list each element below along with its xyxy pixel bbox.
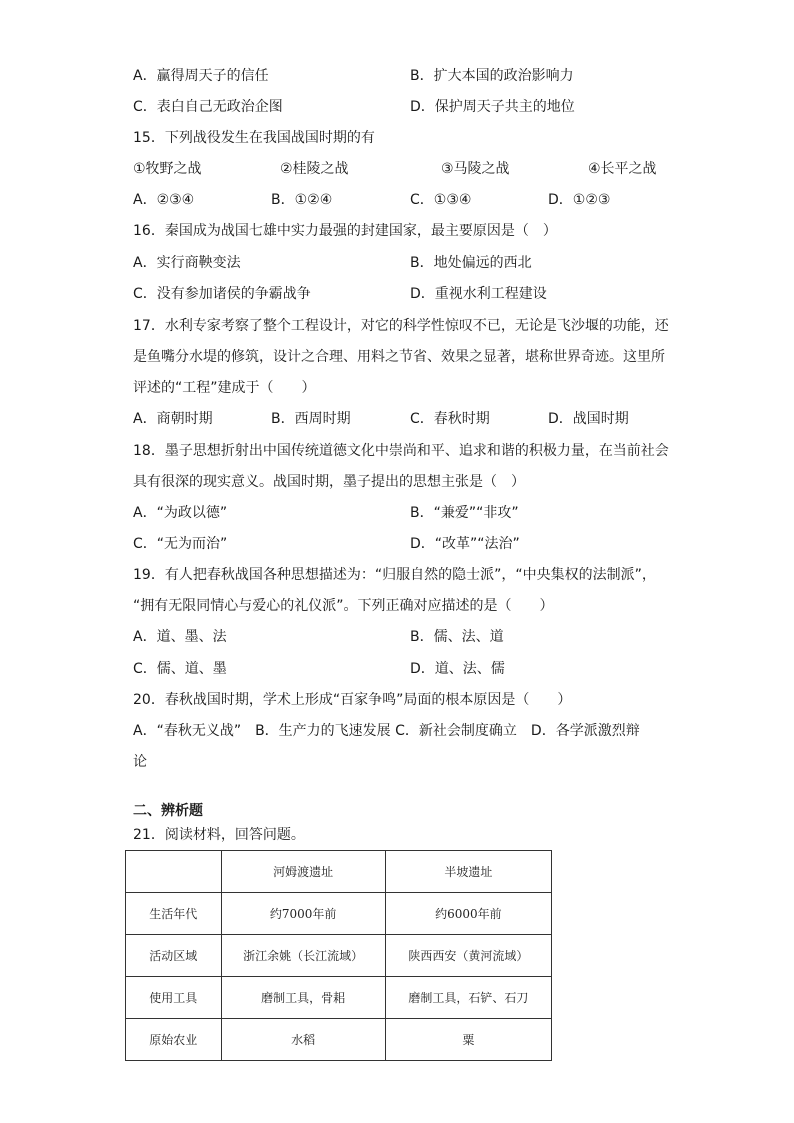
table-header-row (126, 851, 552, 893)
q20-options-line-1: A．“春秋无义战” B．生产力的飞速发展 C．新社会制度确立 D．各学派激烈辩 (133, 723, 640, 739)
table-header-cell (126, 851, 222, 893)
table-row-label: 生活年代 (126, 893, 222, 935)
table-cell: 陕西西安（黄河流域） (385, 935, 551, 977)
q15-item-1: ①牧野之战 (133, 161, 202, 177)
q18-option-a: A．“为政以德” (133, 505, 228, 521)
q15-option-d: D．①②③ (548, 192, 611, 208)
table-row-label: 使用工具 (126, 977, 222, 1019)
table-cell: 粟 (385, 1019, 551, 1061)
table-header-cell: 河姆渡遗址 (221, 851, 385, 893)
material-table (125, 850, 552, 1061)
q19-option-b: B．儒、法、道 (410, 629, 504, 645)
section-title: 二、辨析题 (133, 803, 203, 819)
q15-option-c: C．①③④ (410, 192, 472, 208)
table-row (126, 977, 552, 1019)
q15-item-4: ④长平之战 (588, 161, 657, 177)
q17-stem-line-3: 评述的“工程”建成于（ ） (133, 380, 316, 396)
table-row (126, 893, 552, 935)
q19-option-d: D．道、法、儒 (410, 661, 505, 677)
q18-stem-line-1: 18．墨子思想折射出中国传统道德文化中崇尚和平、追求和谐的积极力量，在当前社会 (133, 443, 669, 459)
table-header-cell: 半坡遗址 (385, 851, 551, 893)
q17-option-d: D．战国时期 (548, 411, 629, 427)
q16-stem: 16．秦国成为战国七雄中实力最强的封建国家，最主要原因是（ ） (133, 223, 557, 239)
q17-stem-line-1: 17．水利专家考察了整个工程设计，对它的科学性惊叹不已，无论是飞沙堰的功能，还 (133, 318, 669, 334)
q17-option-a: A．商朝时期 (133, 411, 213, 427)
table-cell: 水稻 (221, 1019, 385, 1061)
q20-options-line-2: 论 (133, 754, 147, 770)
table-cell: 约7000年前 (221, 893, 385, 935)
q14-option-b: B．扩大本国的政治影响力 (410, 68, 574, 84)
q15-stem: 15．下列战役发生在我国战国时期的有 (133, 130, 375, 146)
table-row (126, 935, 552, 977)
q19-option-a: A．道、墨、法 (133, 629, 227, 645)
q15-option-a: A．②③④ (133, 192, 195, 208)
table-row-label: 活动区域 (126, 935, 222, 977)
q14-option-d: D．保护周天子共主的地位 (410, 99, 575, 115)
q19-stem-line-2: “拥有无限同情心与爱心的礼仪派”。下列正确对应描述的是（ ） (133, 598, 554, 614)
q19-stem-line-1: 19．有人把春秋战国各种思想描述为：“归服自然的隐士派”，“中央集权的法制派”， (133, 567, 656, 583)
q16-option-b: B．地处偏远的西北 (410, 255, 532, 271)
q18-stem-line-2: 具有很深的现实意义。战国时期，墨子提出的思想主张是（ ） (133, 474, 525, 490)
table-cell: 约6000年前 (385, 893, 551, 935)
q17-option-b: B．西周时期 (271, 411, 351, 427)
q15-option-b: B．①②④ (271, 192, 333, 208)
table-cell: 浙江余姚（长江流域） (221, 935, 385, 977)
q18-option-d: D．“改革”“法治” (410, 536, 520, 552)
q15-item-2: ②桂陵之战 (280, 161, 349, 177)
q20-stem: 20．春秋战国时期，学术上形成“百家争鸣”局面的根本原因是（ ） (133, 692, 572, 708)
q16-option-a: A．实行商鞅变法 (133, 255, 241, 271)
q15-item-3: ③马陵之战 (441, 161, 510, 177)
q19-option-c: C．儒、道、墨 (133, 661, 227, 677)
q16-option-d: D．重视水利工程建设 (410, 286, 547, 302)
table-row (126, 1019, 552, 1061)
table-cell: 磨制工具，骨耜 (221, 977, 385, 1019)
q14-option-c: C．表白自己无政治企图 (133, 99, 283, 115)
q14-option-a: A．赢得周天子的信任 (133, 68, 269, 84)
q17-stem-line-2: 是鱼嘴分水堤的修筑，设计之合理、用料之节省、效果之显著，堪称世界奇迹。这里所 (133, 349, 665, 365)
q18-option-c: C．“无为而治” (133, 536, 228, 552)
q16-option-c: C．没有参加诸侯的争霸战争 (133, 286, 311, 302)
q18-option-b: B．“兼爱”“非攻” (410, 505, 519, 521)
table-cell: 磨制工具，石铲、石刀 (385, 977, 551, 1019)
q17-option-c: C．春秋时期 (410, 411, 490, 427)
q21-stem: 21．阅读材料，回答问题。 (133, 827, 305, 843)
table-row-label: 原始农业 (126, 1019, 222, 1061)
